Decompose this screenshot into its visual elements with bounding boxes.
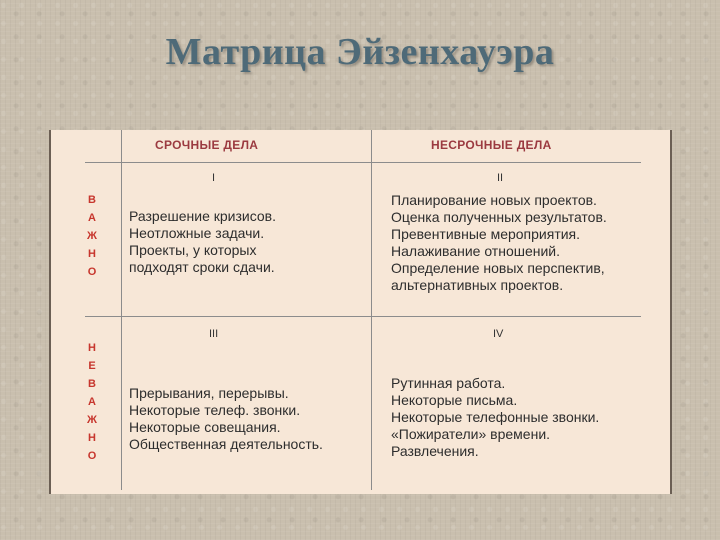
quadrant-3-item: Некоторые телеф. звонки. <box>129 402 301 418</box>
not-important-row-label <box>85 339 99 465</box>
important-letter: А <box>88 212 96 224</box>
quadrant-4-item: «Пожиратели» времени. <box>391 426 551 442</box>
quadrant-1-item: Проекты, у которых <box>129 242 257 258</box>
important-letter: В <box>88 194 96 206</box>
not-important-letter: О <box>87 450 97 462</box>
urgent-header: СРОЧНЫЕ ДЕЛА <box>155 138 259 152</box>
important-letter: О <box>87 266 97 278</box>
important-row-label <box>85 191 99 281</box>
important-letter: Ж <box>87 230 97 242</box>
eisenhower-matrix <box>49 130 672 494</box>
quadrant-2-item: Определение новых перспектив, <box>391 260 605 276</box>
label-vertical-line <box>121 130 122 490</box>
quadrant-2-item: Планирование новых проектов. <box>391 192 597 208</box>
quadrant-3-item: Прерывания, перерывы. <box>129 385 289 401</box>
not-important-letter: Н <box>88 432 96 444</box>
quadrant-2-item: альтернативных проектов. <box>391 277 564 293</box>
quadrant-2-numeral: II <box>497 172 504 184</box>
important-letter: Н <box>88 248 96 260</box>
quadrant-3-items <box>129 385 323 453</box>
middle-horizontal-line <box>85 316 641 317</box>
quadrant-4-numeral: IV <box>493 328 504 340</box>
not-important-letter: Ж <box>87 414 97 426</box>
not-urgent-header: НЕСРОЧНЫЕ ДЕЛА <box>431 138 552 152</box>
quadrant-1-item: Неотложные задачи. <box>129 225 265 241</box>
not-important-letter: А <box>88 396 96 408</box>
quadrant-4-items <box>391 375 599 460</box>
slide-title: Матрица Эйзенхауэра <box>165 31 555 73</box>
quadrant-4-item: Некоторые письма. <box>391 392 518 408</box>
quadrant-2-item: Налаживание отношений. <box>391 243 561 259</box>
quadrant-2-items <box>391 192 607 294</box>
not-important-letter: Н <box>88 342 96 354</box>
header-separator-line <box>85 162 641 163</box>
quadrant-vertical-line <box>371 130 372 490</box>
quadrant-2-item: Превентивные мероприятия. <box>391 226 581 242</box>
quadrant-1-item: Разрешение кризисов. <box>129 208 276 224</box>
quadrant-3-numeral: III <box>209 328 219 340</box>
quadrant-4-item: Рутинная работа. <box>391 375 506 391</box>
quadrant-1-numeral: I <box>212 172 216 184</box>
quadrant-1-items <box>129 208 276 276</box>
quadrant-3-item: Общественная деятельность. <box>129 436 323 452</box>
not-important-letter: В <box>88 378 96 390</box>
not-important-letter: Е <box>88 360 96 372</box>
quadrant-4-item: Развлечения. <box>391 443 479 459</box>
quadrant-2-item: Оценка полученных результатов. <box>391 209 607 225</box>
quadrant-3-item: Некоторые совещания. <box>129 419 281 435</box>
quadrant-4-item: Некоторые телефонные звонки. <box>391 409 600 425</box>
quadrant-1-item: подходят сроки сдачи. <box>129 259 275 275</box>
